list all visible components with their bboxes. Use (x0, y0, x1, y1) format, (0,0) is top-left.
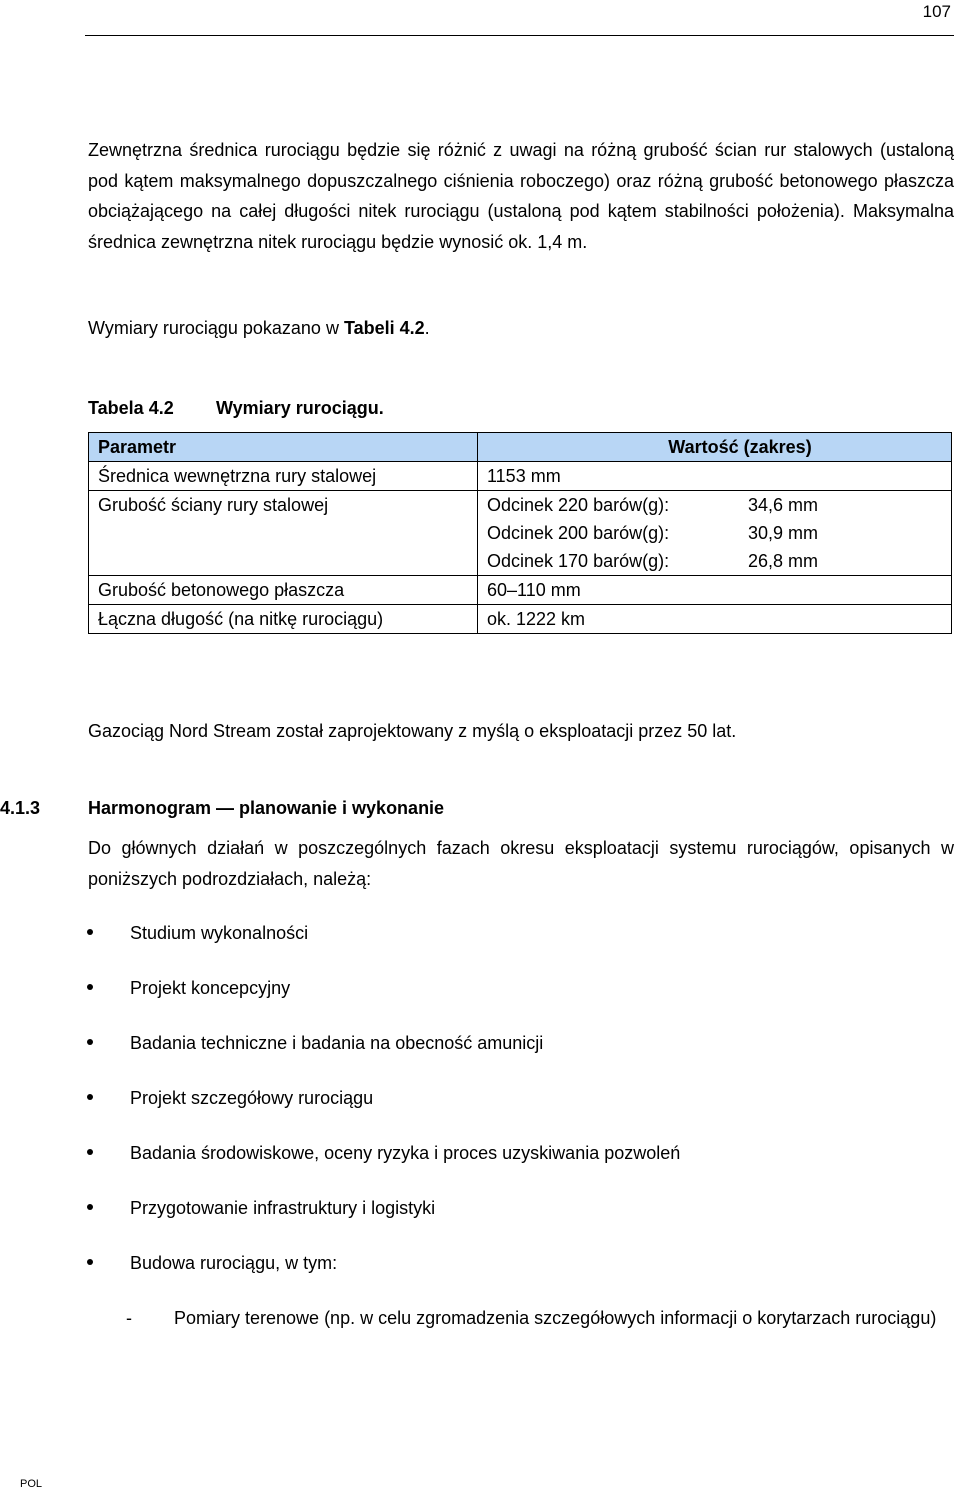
list-item (0, 973, 960, 1028)
sub-row (487, 491, 942, 519)
list-item-text: Badania środowiskowe, oceny ryzyka i proces uzyskiwania pozwoleń (130, 1143, 681, 1163)
list-item-text: Badania techniczne i badania na obecność amunicji (130, 1033, 544, 1053)
table-reference-text: Wymiary rurociągu pokazano w (88, 318, 344, 338)
bullet-icon (87, 984, 93, 990)
table-caption (88, 394, 384, 422)
header-parameter: Parametr (89, 433, 478, 462)
activity-list (0, 918, 960, 1303)
section-title: Harmonogram — planowanie i wykonanie (88, 798, 445, 818)
list-item-text: Przygotowanie infrastruktury i logistyki (130, 1198, 436, 1218)
section-value: 30,9 mm (748, 523, 819, 543)
list-item-text: Budowa rurociągu, w tym: (130, 1253, 338, 1273)
table-reference-end: . (424, 318, 430, 338)
table-reference-link: Tabeli 4.2 (343, 318, 425, 338)
row-label: Grubość betonowego płaszcza (89, 576, 478, 605)
section-label: Odcinek 220 barów(g): (487, 495, 670, 515)
row-label: Łączna długość (na nitkę rurociągu) (89, 605, 478, 634)
table-reference-paragraph (88, 313, 430, 343)
list-item (0, 1083, 960, 1138)
header-value: Wartość (zakres) (478, 433, 952, 462)
sub-row (487, 519, 942, 547)
row-value: 60–110 mm (478, 576, 952, 605)
bullet-icon (87, 1149, 93, 1155)
pipeline-dimensions-table (88, 432, 952, 634)
page-number: 107 (922, 2, 951, 21)
dash-marker: - (126, 1308, 132, 1328)
row-value: ok. 1222 km (478, 605, 952, 634)
list-item-text: Projekt koncepcyjny (130, 978, 291, 998)
table-row (89, 576, 952, 605)
bullet-icon (87, 1039, 93, 1045)
bullet-icon (87, 1094, 93, 1100)
sub-row (487, 547, 942, 575)
sub-list-item-text: Pomiary terenowe (np. w celu zgromadzenia szczegółowych informacji o korytarzach rurociągu) (174, 1308, 937, 1328)
section-intro-paragraph: Do głównych działań w poszczególnych fazach okresu eksploatacji systemu rurociągów, opisanych w poniższych podrozdziałach, należą: (88, 838, 954, 889)
section-value: 26,8 mm (748, 551, 819, 571)
table-row (89, 491, 952, 576)
section-label: Odcinek 200 barów(g): (487, 523, 670, 543)
bullet-icon (87, 1204, 93, 1210)
list-item-text: Studium wykonalności (130, 923, 309, 943)
row-label: Grubość ściany rury stalowej (89, 491, 478, 576)
closing-paragraph: Gazociąg Nord Stream został zaprojektowany z myślą o eksploatacji przez 50 lat. (88, 721, 737, 741)
section-label: Odcinek 170 barów(g): (487, 551, 670, 571)
bullet-icon (87, 1259, 93, 1265)
header-rule (85, 35, 954, 36)
table-row (89, 462, 952, 491)
footer-language-code: POL (20, 1478, 43, 1490)
table-header-row (89, 433, 952, 462)
table-caption-title: Wymiary rurociągu. (216, 398, 384, 418)
section-number: 4.1.3 (0, 798, 41, 818)
list-item (0, 918, 960, 973)
section-value: 34,6 mm (748, 495, 819, 515)
row-value-group (478, 491, 952, 576)
list-item (0, 1138, 960, 1193)
list-item (0, 1028, 960, 1083)
list-item (0, 1193, 960, 1248)
list-item-text: Projekt szczegółowy rurociągu (130, 1088, 374, 1108)
table-row (89, 605, 952, 634)
row-label: Średnica wewnętrzna rury stalowej (89, 462, 478, 491)
table-caption-number: Tabela 4.2 (88, 398, 174, 418)
row-value: 1153 mm (478, 462, 952, 491)
list-item (0, 1248, 960, 1303)
bullet-icon (87, 929, 93, 935)
intro-paragraph: Zewnętrzna średnica rurociągu będzie się różnić z uwagi na różną grubość ścian rur stalowych (ustaloną pod kątem maksymalnego dopuszczalnego ciśnienia roboczego) oraz różną grubość betonowego płaszcza obciążającego na całej długości nitek rurociągu (ustaloną pod kątem stabilności położenia). Maksymalna średnica zewnętrzna nitek rurociągu będzie wynosić ok. 1,4 m. (88, 140, 954, 252)
